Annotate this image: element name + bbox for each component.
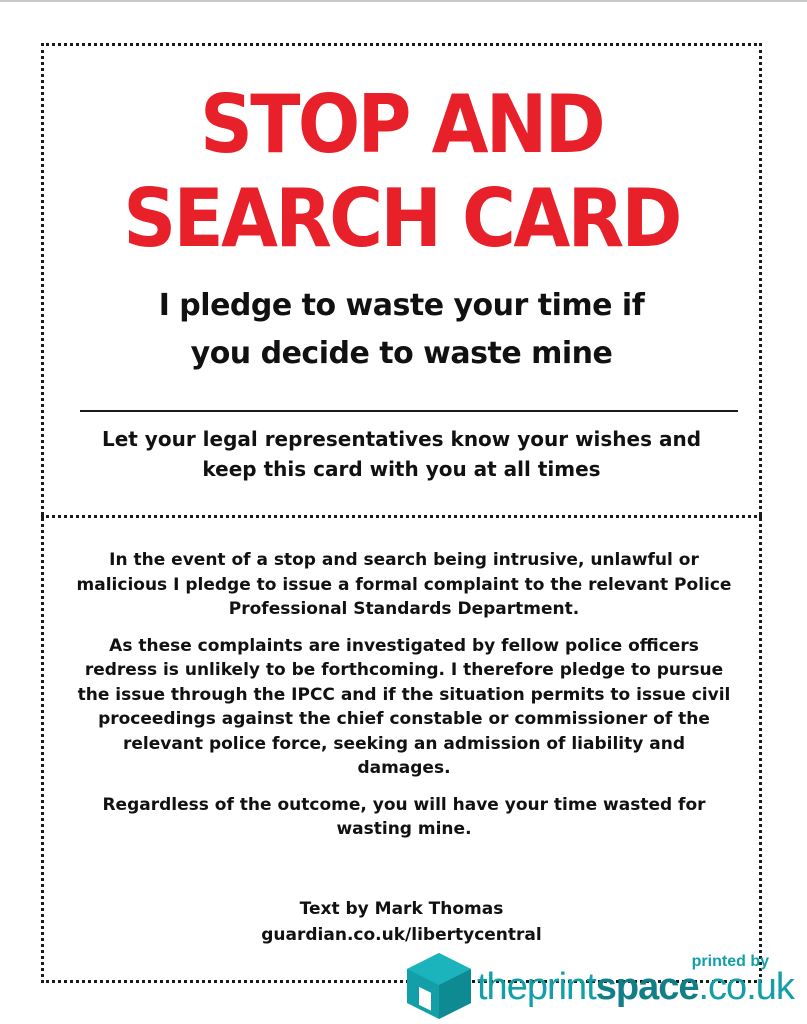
theprintspace-logo <box>407 951 799 1021</box>
brand-suffix: .co.uk <box>698 966 794 1008</box>
card-body <box>74 548 734 854</box>
brand-wordmark <box>477 963 794 1011</box>
card-credit <box>44 896 759 948</box>
body-paragraph-3: Regardless of the outcome, you will have your time wasted for wasting mine. <box>102 794 706 839</box>
card-title-line-1: STOP AND <box>200 78 603 171</box>
card-title <box>73 78 731 266</box>
card-title-line-2: SEARCH CARD <box>123 172 680 265</box>
pledge-heading <box>44 282 759 378</box>
printed-by-label: printed by <box>691 953 769 970</box>
stop-and-search-card <box>41 43 762 983</box>
body-paragraph-2: As these complaints are investigated by fellow police officers redress is unlikely to be forthcoming. I therefore pledge to pursue the issue through the IPCC and if the situation permits to issue civil proceedings against the chief constable or commissioner of the relevant police force, seeking an admission of liability and damages. <box>77 635 731 778</box>
brand-prefix: theprint <box>477 966 596 1008</box>
house-cube-icon <box>407 953 471 1019</box>
instructions-line-1: Let your legal representatives know your wishes and <box>101 427 702 451</box>
instructions-line-2: keep this card with you at all times <box>202 457 601 481</box>
top-border-line <box>0 0 807 2</box>
pledge-line-1: I pledge to waste your time if <box>158 288 645 323</box>
brand-bold: space <box>595 966 699 1008</box>
cut-line-divider <box>41 515 762 518</box>
credit-url: guardian.co.uk/libertycentral <box>261 925 542 945</box>
credit-author: Text by Mark Thomas <box>299 899 504 919</box>
body-paragraph-1: In the event of a stop and search being intrusive, unlawful or malicious I pledge to issue a formal complaint to the relevant Police Professional Standards Department. <box>76 550 732 619</box>
heading-divider <box>80 410 738 412</box>
pledge-line-2: you decide to waste mine <box>190 336 613 371</box>
instructions-text <box>44 424 759 484</box>
